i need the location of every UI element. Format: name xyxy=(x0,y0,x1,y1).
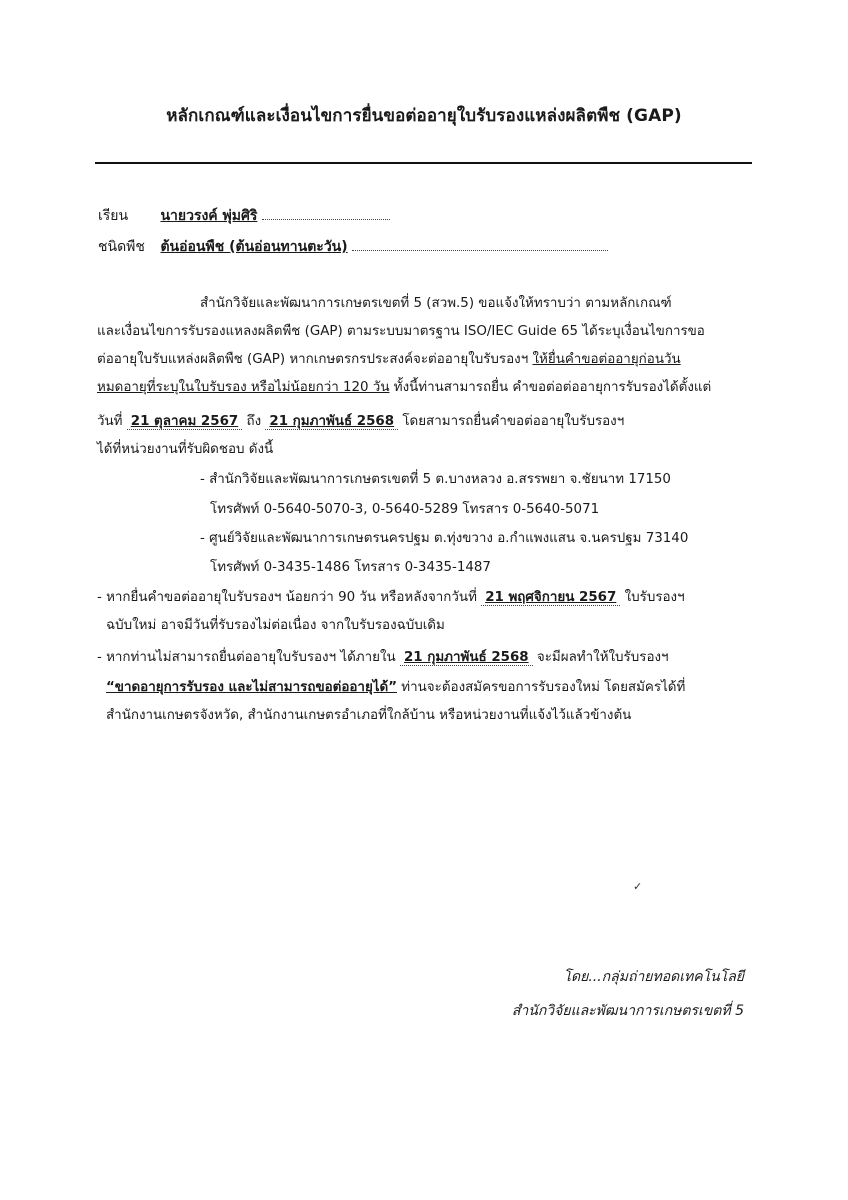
crop-dots xyxy=(352,238,608,251)
end-date: 21 กุมภาพันธ์ 2568 xyxy=(265,414,398,430)
condition-1-line-1 xyxy=(97,586,685,607)
paragraph-line-2: และเงื่อนไขการรับรองแหลงผลิตพืช (GAP) ตามระบบมาตรฐาน ISO/IEC Guide 65 ได้ระบุเงื่อนไขการขอ xyxy=(97,324,705,339)
office-2-address: - ศูนย์วิจัยและพัฒนาการเกษตรนครปฐม ต.ทุ่งขวาง อ.กำแพงแสน จ.นครปฐม 73140 xyxy=(200,531,689,546)
date-to-label: ถึง xyxy=(246,414,262,429)
condition-2-line-2 xyxy=(106,676,685,697)
condition-2-line-3: สำนักงานเกษตรจังหวัด, สำนักงานเกษตรอำเภอที่ใกล้บ้าน หรือหน่วยงานที่แจ้งไว้แล้วข้างต้น xyxy=(106,708,632,723)
paragraph-line-4 xyxy=(97,376,711,397)
recipient-dots xyxy=(262,207,390,220)
expiry-warning: “ขาดอายุการรับรอง และไม่สามารถขอต่ออายุได้” xyxy=(106,680,398,695)
recipient-name: นายวรงค์ พุ่มศิริ xyxy=(160,208,258,224)
condition-2-line-1 xyxy=(97,646,669,667)
signature-line-1: โดย...กลุ่มถ่ายทอดเทคโนโลยี xyxy=(563,969,744,985)
office-1-address: - สำนักวิจัยและพัฒนาการเกษตรเขตที่ 5 ต.บางหลวง อ.สรรพยา จ.ชัยนาท 17150 xyxy=(200,472,671,487)
condition-1-date: 21 พฤศจิกายน 2567 xyxy=(481,590,620,606)
condition-1-text-end: ใบรับรองฯ xyxy=(624,590,685,605)
recipient-field xyxy=(98,205,390,227)
condition-2-line-2-text: ท่านจะต้องสมัครขอการรับรองใหม่ โดยสมัครได้ที่ xyxy=(397,680,686,695)
date-from-label: วันที่ xyxy=(97,414,123,429)
paragraph-line-5-text: โดยสามารถยื่นคำขอต่ออายุใบรับรองฯ xyxy=(402,414,625,429)
title-divider xyxy=(95,162,752,164)
office-1-phone: โทรศัพท์ 0-5640-5070-3, 0-5640-5289 โทรสาร 0-5640-5071 xyxy=(210,502,600,517)
start-date: 21 ตุลาคม 2567 xyxy=(127,414,242,430)
crop-name: ต้นอ่อนพืช (ต้นอ่อนทานตะวัน) xyxy=(160,239,348,255)
recipient-label: เรียน xyxy=(98,208,129,224)
paragraph-line-1: สำนักวิจัยและพัฒนาการเกษตรเขตที่ 5 (สวพ.5) ขอแจ้งให้ทราบว่า ตามหลักเกณฑ์ xyxy=(200,296,672,311)
office-2-phone: โทรศัพท์ 0-3435-1486 โทรสาร 0-3435-1487 xyxy=(210,560,491,575)
paragraph-line-5 xyxy=(97,410,624,431)
document-title: หลักเกณฑ์และเงื่อนไขการยื่นขอต่ออายุใบรับรองแหล่งผลิตพืช (GAP) xyxy=(166,106,682,126)
crop-label: ชนิดพืช xyxy=(98,239,145,255)
paragraph-line-6: ได้ที่หน่วยงานที่รับผิดชอบ ดังนี้ xyxy=(97,442,274,457)
condition-2-text: - หากท่านไม่สามารถยื่นต่ออายุใบรับรองฯ ได้ภายใน xyxy=(97,650,396,665)
condition-1-text: - หากยื่นคำขอต่ออายุใบรับรองฯ น้อยกว่า 90 วัน หรือหลังจากวันที่ xyxy=(97,590,477,605)
condition-2-text-end: จะมีผลทำให้ใบรับรองฯ xyxy=(536,650,669,665)
paragraph-line-4-text: ทั้งนี้ท่านสามารถยื่น คำขอต่อต่ออายุการรับรองได้ตั้งแต่ xyxy=(389,380,712,395)
condition-2-date: 21 กุมภาพันธ์ 2568 xyxy=(400,650,533,666)
paragraph-line-3 xyxy=(97,348,681,369)
signature-line-2: สำนักวิจัยและพัฒนาการเกษตรเขตที่ 5 xyxy=(511,1003,744,1019)
crop-field xyxy=(98,236,608,258)
condition-1-line-2: ฉบับใหม่ อาจมีวันที่รับรองไม่ต่อเนื่อง จากใบรับรองฉบับเดิม xyxy=(106,618,445,633)
paragraph-line-3-text: ต่ออายุใบรับแหล่งผลิตพืช (GAP) หากเกษตรกรประสงค์จะต่ออายุใบรับรองฯ xyxy=(97,352,533,367)
renewal-deadline-notice-cont: หมดอายุที่ระบุในใบรับรอง หรือไม่น้อยกว่า 120 วัน xyxy=(97,380,390,395)
stray-mark: ✓ xyxy=(633,880,643,893)
renewal-deadline-notice: ให้ยื่นคำขอต่ออายุก่อนวัน xyxy=(532,352,681,367)
